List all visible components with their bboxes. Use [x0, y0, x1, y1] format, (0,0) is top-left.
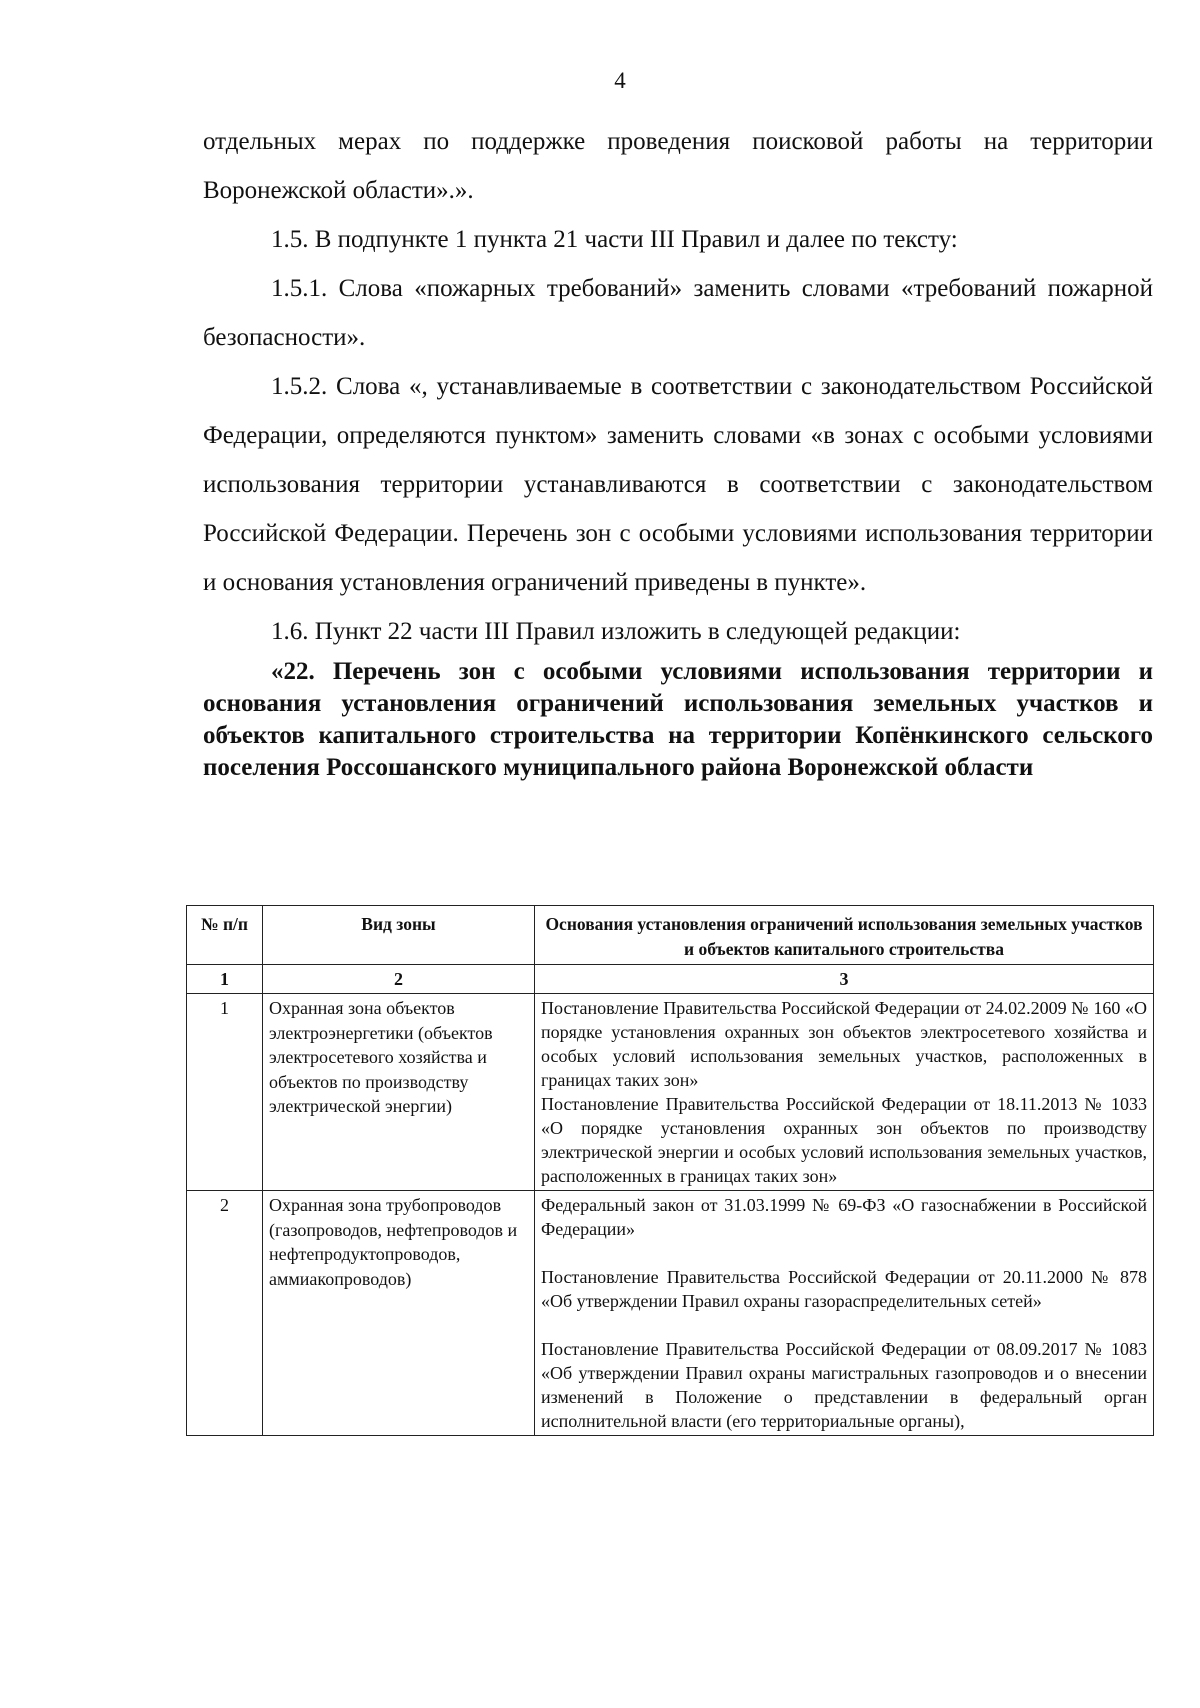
zone-basis — [535, 1191, 1154, 1436]
zones-table — [186, 905, 1154, 1436]
row-number: 1 — [187, 994, 263, 1191]
document-body — [203, 117, 1153, 784]
table-header-row — [187, 906, 1154, 965]
paragraph: 1.5.1. Слова «пожарных требований» заменить словами «требований пожарной безопасности». — [203, 275, 1153, 351]
page-number: 4 — [614, 68, 626, 93]
basis-item: Федеральный закон от 31.03.1999 № 69-ФЗ «О газоснабжении в Российской Федерации» — [541, 1195, 1147, 1239]
table-row — [187, 994, 1154, 1191]
header-number: № п/п — [187, 906, 263, 965]
paragraph: 1.5. В подпункте 1 пункта 21 части III Правил и далее по тексту: — [271, 226, 958, 253]
basis-item: Постановление Правительства Российской Федерации от 08.09.2017 № 1083 «Об утверждении Правил охраны магистральных газопроводов и о внесении изменений в Положение о представлении в федеральный орган исполнительной власти (его территориальные органы), — [541, 1339, 1147, 1431]
index-cell: 2 — [263, 965, 535, 994]
table-index-row — [187, 965, 1154, 994]
paragraph: 1.5.2. Слова «, устанавливаемые в соответствии с законодательством Российской Федерации, определяются пунктом» заменить словами «в зонах с особыми условиями использования территории устанавливаются в соответствии с законодательством Российской Федерации. Перечень зон с особыми условиями использования территории и основания установления ограничений приведены в пункте». — [203, 373, 1153, 596]
table-row — [187, 1191, 1154, 1436]
zone-basis — [535, 994, 1154, 1191]
zone-type: Охранная зона трубопроводов (газопроводов, нефтепроводов и нефтепродуктопроводов, аммиакопроводов) — [263, 1191, 535, 1436]
basis-item: Постановление Правительства Российской Федерации от 24.02.2009 № 160 «О порядке установления охранных зон объектов электросетевого хозяйства и особых условий использования земельных участков, расположенных в границах таких зон» — [541, 998, 1147, 1090]
zone-type: Охранная зона объектов электроэнергетики (объектов электросетевого хозяйства и объектов по производству электрической энергии) — [263, 994, 535, 1191]
index-cell: 1 — [187, 965, 263, 994]
index-cell: 3 — [535, 965, 1154, 994]
header-zone-type: Вид зоны — [263, 906, 535, 965]
row-number: 2 — [187, 1191, 263, 1436]
paragraph: отдельных мерах по поддержке проведения поисковой работы на территории Воронежской области».». — [203, 128, 1153, 204]
basis-item: Постановление Правительства Российской Федерации от 20.11.2000 № 878 «Об утверждении Правил охраны газораспределительных сетей» — [541, 1267, 1147, 1311]
paragraph: 1.6. Пункт 22 части III Правил изложить в следующей редакции: — [271, 618, 961, 645]
header-basis: Основания установления ограничений использования земельных участков и объектов капитального строительства — [535, 906, 1154, 965]
basis-item: Постановление Правительства Российской Федерации от 18.11.2013 № 1033 «О порядке установления охранных зон объектов по производству электрической энергии и особых условий использования земельных участков, расположенных в границах таких зон» — [541, 1094, 1147, 1186]
section-heading: «22. Перечень зон с особыми условиями использования территории и основания установления ограничений использования земельных участков и объектов капитального строительства на территории Копёнкинского сельского поселения Россошанского муниципального района Воронежской области — [203, 658, 1153, 781]
